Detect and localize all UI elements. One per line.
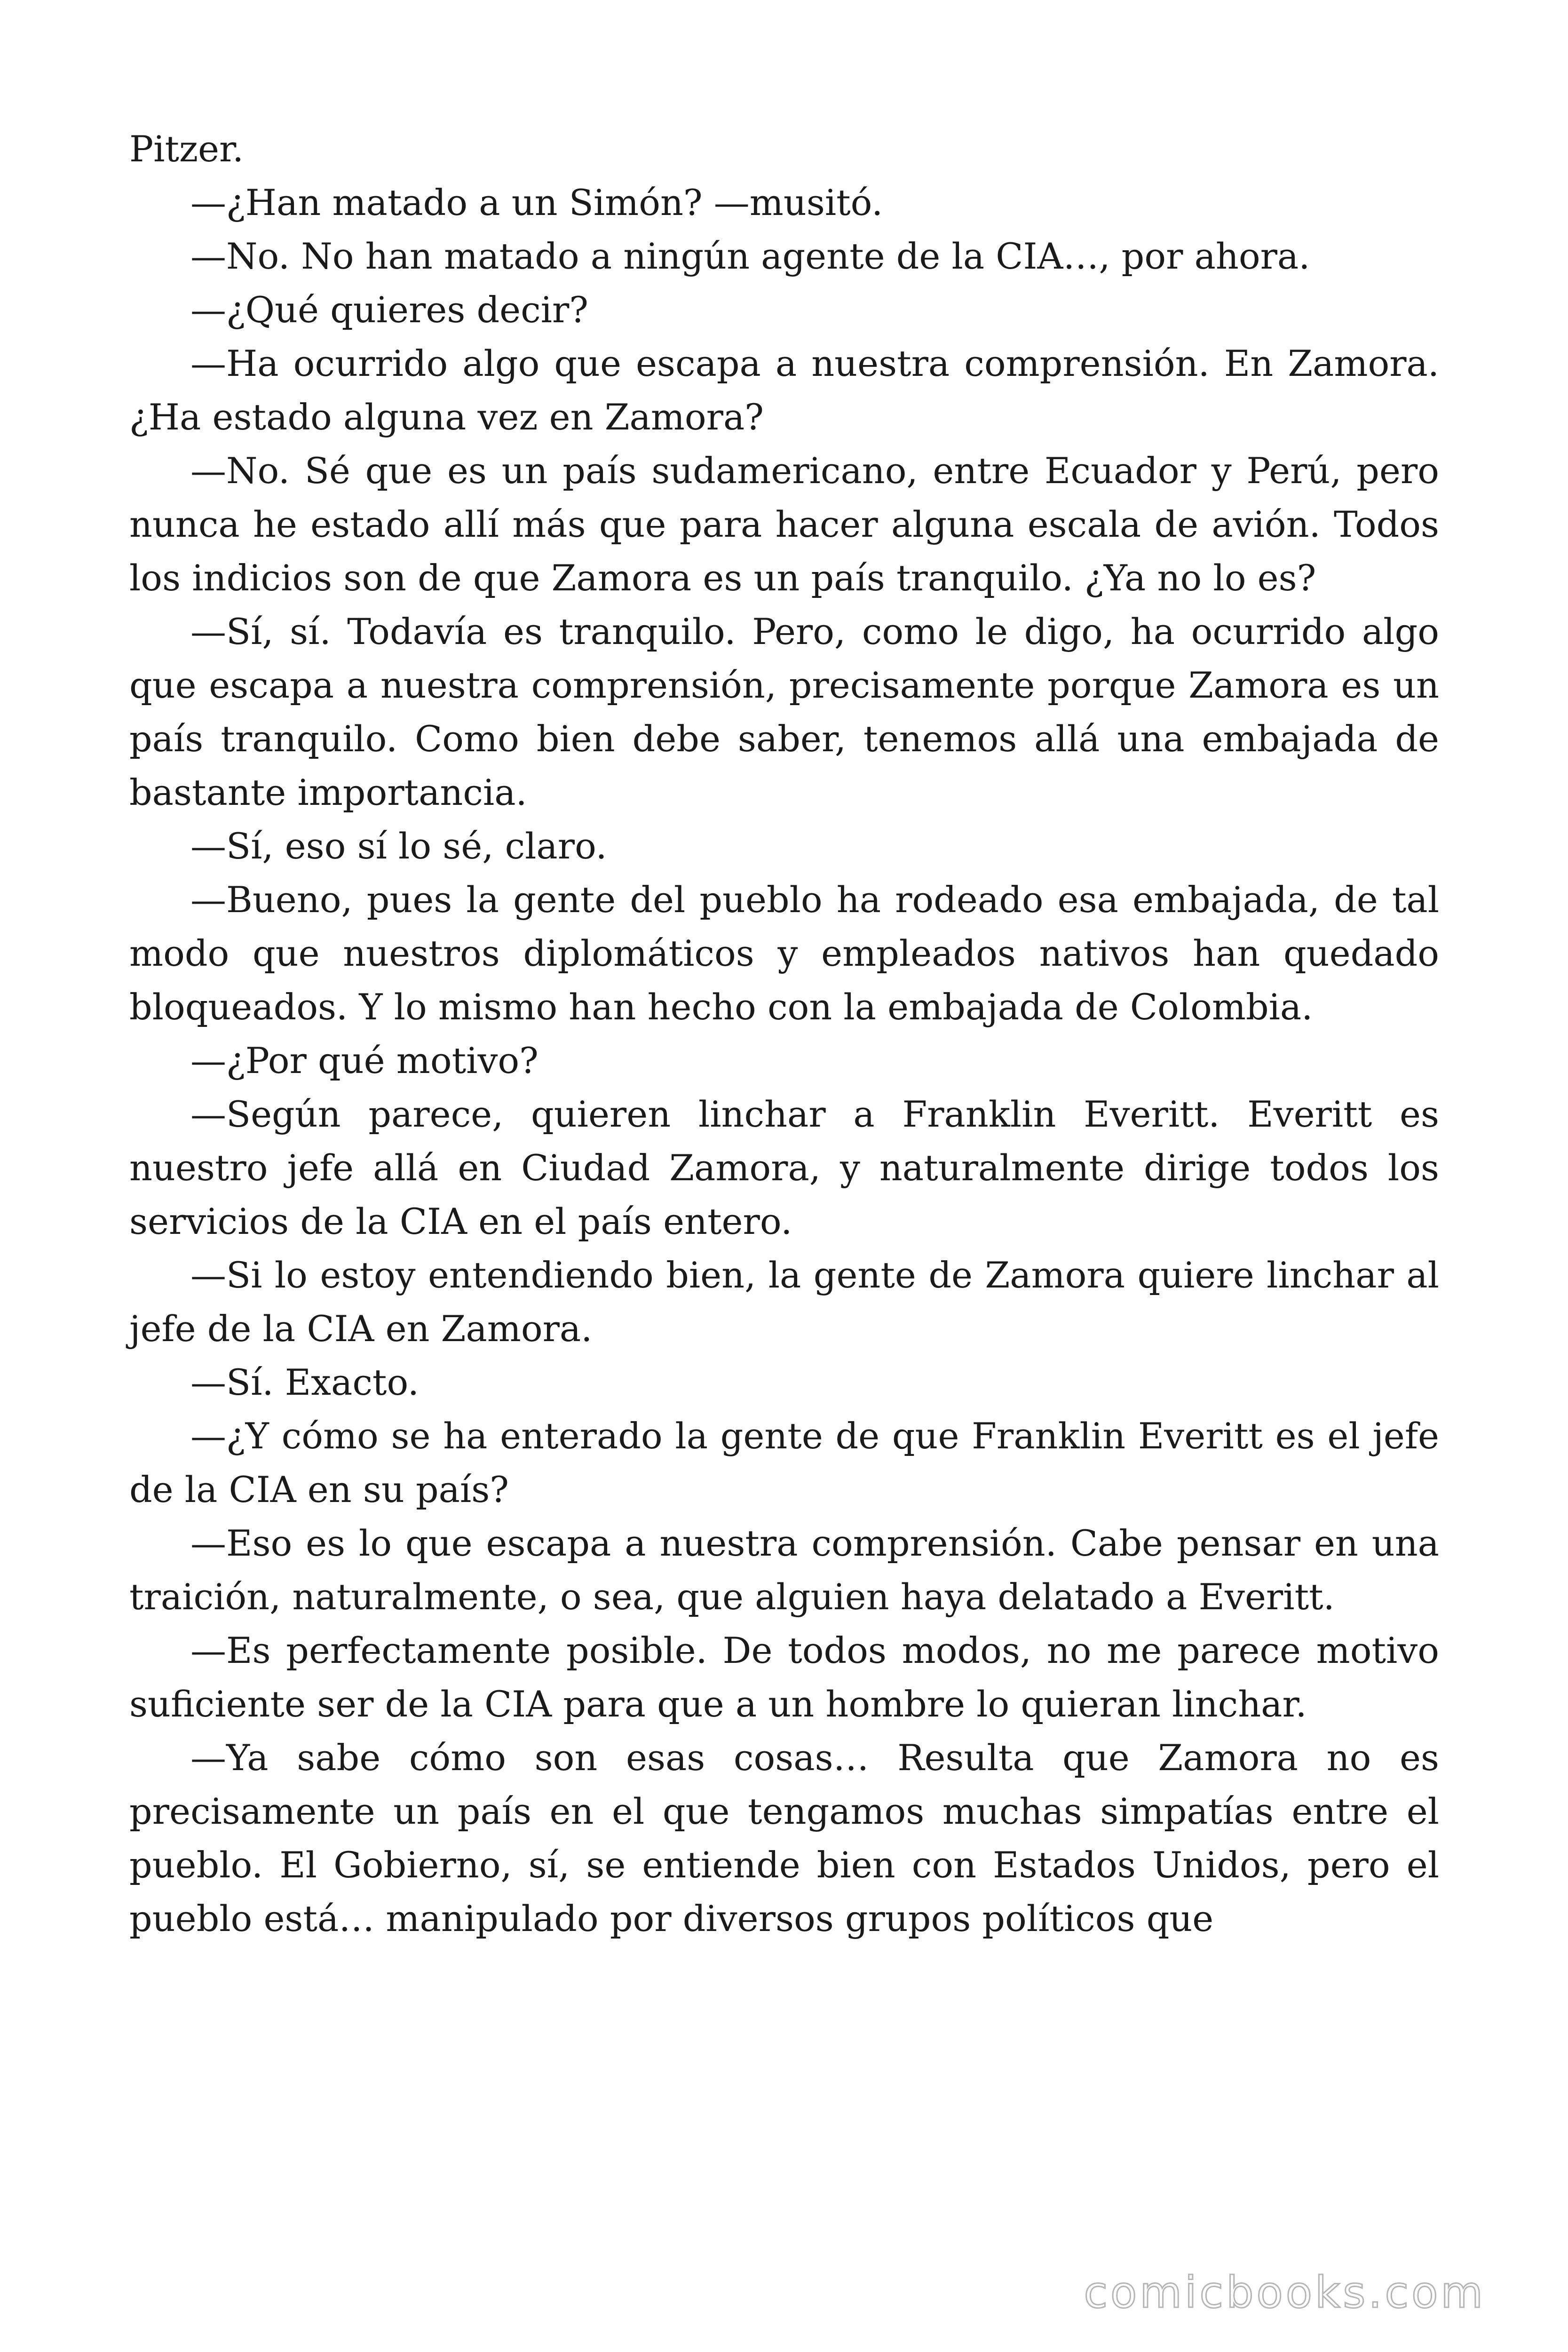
- paragraph: —Eso es lo que escapa a nuestra comprensión. Cabe pensar en una traición, naturalmente, o sea, que alguien haya delatado a Everitt.: [129, 1522, 1439, 1618]
- paragraph: —Según parece, quieren linchar a Franklin Everitt. Everitt es nuestro jefe allá en Ciudad Zamora, y naturalmente dirige todos los servicios de la CIA en el país entero.: [129, 1093, 1439, 1242]
- paragraph: —¿Qué quieres decir?: [190, 289, 589, 331]
- paragraph: —Sí. Exacto.: [190, 1361, 420, 1403]
- paragraph: —¿Por qué motivo?: [190, 1040, 539, 1081]
- paragraph: —No. No han matado a ningún agente de la CIA…, por ahora.: [190, 235, 1310, 277]
- paragraph: —Ha ocurrido algo que escapa a nuestra comprensión. En Zamora. ¿Ha estado alguna vez en Zamora?: [129, 342, 1439, 438]
- paragraph: —Sí, sí. Todavía es tranquilo. Pero, como le digo, ha ocurrido algo que escapa a nuestra comprensión, precisamente porque Zamora es un país tranquilo. Como bien debe saber, tenemos allá una embajada de bastante importancia.: [129, 611, 1439, 813]
- paragraph: —Si lo estoy entendiendo bien, la gente de Zamora quiere linchar al jefe de la CIA en Zamora.: [129, 1254, 1439, 1350]
- paragraph: —Es perfectamente posible. De todos modos, no me parece motivo suficiente ser de la CIA para que a un hombre lo quieran linchar.: [129, 1629, 1439, 1725]
- paragraph: —¿Y cómo se ha enterado la gente de que Franklin Everitt es el jefe de la CIA en su país?: [129, 1415, 1439, 1510]
- paragraph: Pitzer.: [129, 128, 244, 170]
- paragraph: —Sí, eso sí lo sé, claro.: [190, 825, 607, 867]
- watermark-logo: comicbooks.com: [1084, 2267, 1486, 2318]
- paragraph: —Ya sabe cómo son esas cosas… Resulta que Zamora no es precisamente un país en el que tengamos muchas simpatías entre el pueblo. El Gobierno, sí, se entiende bien con Estados Unidos, pero el pueblo está… manipulado por diversos grupos políticos que: [129, 1737, 1439, 1939]
- paragraph: —Bueno, pues la gente del pueblo ha rodeado esa embajada, de tal modo que nuestros diplomáticos y empleados nativos han quedado bloqueados. Y lo mismo han hecho con la embajada de Colombia.: [129, 879, 1439, 1028]
- page-body-text: [129, 122, 1439, 1946]
- paragraph: —¿Han matado a un Simón? —musitó.: [190, 182, 883, 223]
- paragraph: —No. Sé que es un país sudamericano, entre Ecuador y Perú, pero nunca he estado allí más que para hacer alguna escala de avión. Todos los indicios son de que Zamora es un país tranquilo. ¿Ya no lo es?: [129, 450, 1439, 599]
